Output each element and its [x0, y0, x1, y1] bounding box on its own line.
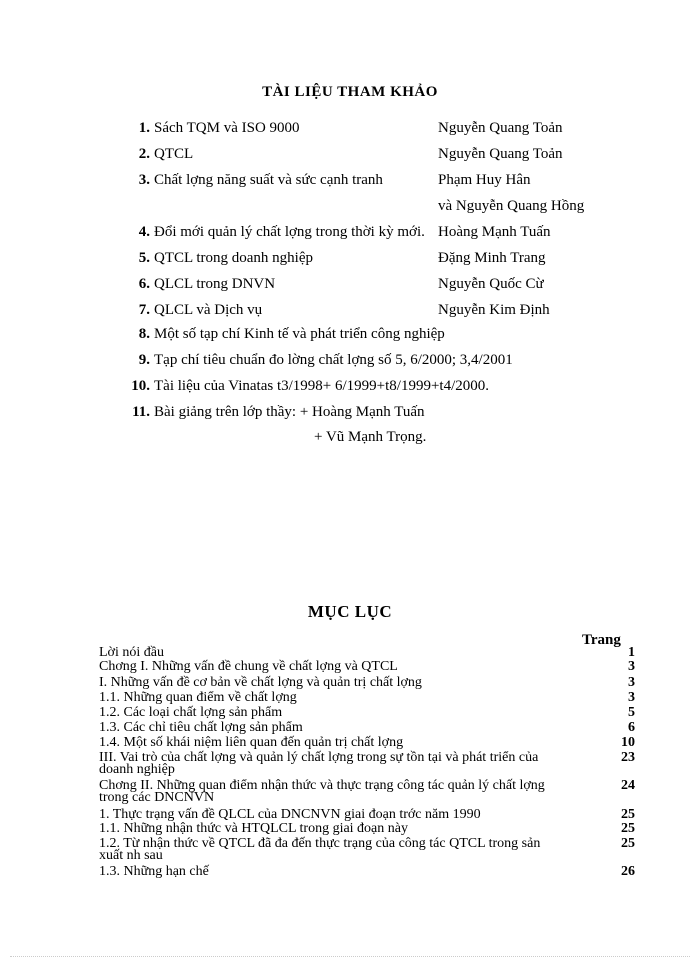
toc-entry-text: 1.1. Những quan điểm về chất lợng: [99, 690, 297, 705]
toc-entry-page: 3: [628, 690, 635, 705]
reference-number: 3.: [138, 172, 150, 188]
reference-item: [0, 272, 700, 296]
reference-item: [0, 374, 700, 398]
toc-entry: [99, 722, 635, 734]
reference-title: Một số tạp chí Kinh tế và phát triển công nghiệp: [154, 326, 445, 342]
toc-entry-page: 25: [621, 821, 635, 836]
reference-author: Đặng Minh Trang: [438, 250, 546, 266]
toc-title: MỤC LỤC: [307, 602, 393, 621]
toc-entry-page: 3: [628, 659, 635, 674]
reference-title: Bài giảng trên lớp thầy: + Hoàng Mạnh Tuấn: [154, 404, 425, 420]
toc-entry-page: 1: [628, 645, 635, 660]
toc-entry-page: 5: [628, 705, 635, 720]
toc-entry-page: 6: [628, 720, 635, 735]
reference-item: [0, 348, 700, 372]
reference-continuation: [0, 425, 700, 449]
reference-number: 7.: [138, 302, 150, 318]
reference-item: [0, 116, 700, 140]
reference-author: và Nguyễn Quang Hồng: [438, 198, 585, 214]
toc-entry-text: Chơng I. Những vấn đề chung về chất lợng và QTCL: [99, 659, 398, 674]
reference-author: Nguyễn Quang Toản: [438, 120, 563, 136]
reference-number: 4.: [138, 224, 150, 240]
reference-author: Hoàng Mạnh Tuấn: [438, 224, 551, 240]
reference-item: [0, 168, 700, 192]
reference-number: 10.: [131, 378, 150, 394]
toc-entry-text: 1.2. Các loại chất lợng sản phẩm: [99, 705, 283, 720]
toc-page-header: Trang: [582, 632, 621, 648]
reference-number: 5.: [138, 250, 150, 266]
reference-number: 6.: [138, 276, 150, 292]
toc-entry-page: 26: [621, 864, 635, 879]
toc-entry: [99, 647, 635, 659]
reference-title: Chất lợng năng suất và sức cạnh tranh: [154, 172, 383, 188]
toc-entry-page: 10: [621, 735, 635, 750]
reference-title: Tạp chí tiêu chuẩn đo lờng chất lợng số 5, 6/2000; 3,4/2001: [154, 352, 513, 368]
reference-item: [0, 220, 700, 244]
reference-title: QTCL trong doanh nghiệp: [154, 250, 314, 266]
reference-item: [0, 298, 700, 322]
reference-author: Nguyễn Quốc Cừ: [438, 276, 544, 292]
toc-entry-text: III. Vai trò của chất lợng và quản lý chất lợng trong sự tồn tại và phát triển của doanh nghiệp: [99, 750, 539, 777]
reference-author: Phạm Huy Hân: [438, 172, 531, 188]
reference-number: 2.: [138, 146, 150, 162]
references-title: TÀI LIỆU THAM KHẢO: [262, 84, 438, 100]
reference-item: [0, 142, 700, 166]
reference-item: [0, 246, 700, 270]
reference-title: QLCL trong DNVN: [154, 276, 276, 292]
toc-entry-page: 25: [621, 807, 635, 822]
toc-entry-page: 25: [621, 836, 635, 851]
reference-title: QTCL: [154, 146, 194, 162]
toc-entry-page: 23: [621, 750, 635, 765]
toc-entry-text: 1.2. Từ nhận thức về QTCL đã đa đến thực trạng của công tác QTCL trong sản xuất nh sau: [99, 836, 541, 863]
reference-title: Tài liệu của Vinatas t3/1998+ 6/1999+t8/1999+t4/2000.: [154, 378, 489, 394]
toc-entry: [99, 677, 635, 689]
toc-entry: [99, 838, 635, 862]
reference-author: Nguyễn Quang Toản: [438, 146, 563, 162]
reference-number: 11.: [132, 404, 150, 420]
toc-entry-text: Chơng II. Những quan điểm nhận thức và thực trạng công tác quản lý chất lợng trong các DNCNVN: [99, 778, 545, 805]
reference-title: Sách TQM và ISO 9000: [154, 120, 300, 136]
reference-continuation-text: + Vũ Mạnh Trọng.: [314, 429, 427, 445]
toc-entry-text: 1.4. Một số khái niệm liên quan đến quản trị chất lợng: [99, 735, 404, 750]
reference-number: 8.: [138, 326, 150, 342]
toc-entry-page: 24: [621, 778, 635, 793]
reference-title: Đổi mới quản lý chất lợng trong thời kỳ mới.: [154, 224, 425, 240]
reference-number: 1.: [138, 120, 150, 136]
toc-entry: [99, 752, 635, 776]
toc-entry: [99, 866, 635, 878]
toc-entry: [99, 661, 635, 673]
toc-entry: [99, 737, 635, 749]
reference-author: Nguyễn Kim Định: [438, 302, 550, 318]
toc-entry: [99, 692, 635, 704]
toc-entry-text: 1.3. Những hạn chế: [99, 864, 209, 879]
toc-entry: [99, 823, 635, 835]
page-bottom-rule: [10, 956, 690, 957]
toc-entry: [99, 780, 635, 804]
toc-entry: [99, 707, 635, 719]
reference-title: QLCL và Dịch vụ: [154, 302, 263, 318]
toc-entry-text: I. Những vấn đề cơ bản về chất lợng và quản trị chất lợng: [99, 675, 422, 690]
toc-entry: [99, 809, 635, 821]
reference-item: [0, 322, 700, 346]
toc-entry-text: Lời nói đầu: [99, 645, 164, 660]
reference-item: [0, 400, 700, 424]
toc-entry-page: 3: [628, 675, 635, 690]
reference-number: 9.: [138, 352, 150, 368]
toc-entry-text: 1. Thực trạng vấn đề QLCL của DNCNVN giai đoạn trớc năm 1990: [99, 807, 481, 822]
toc-entry-text: 1.3. Các chỉ tiêu chất lợng sản phẩm: [99, 720, 303, 735]
toc-entry-text: 1.1. Những nhận thức và HTQLCL trong giai đoạn này: [99, 821, 408, 836]
reference-item: [0, 194, 700, 218]
